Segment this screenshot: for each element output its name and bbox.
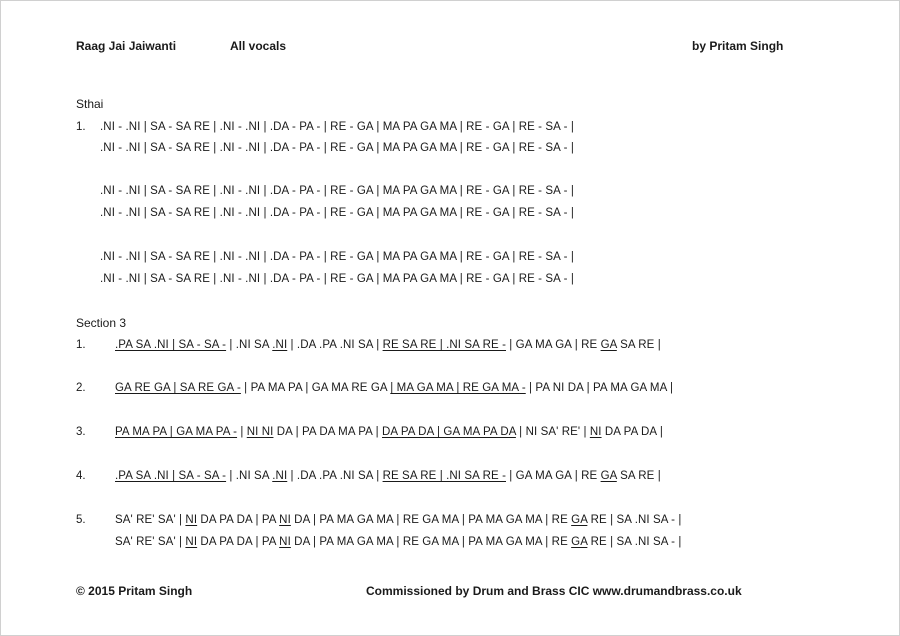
underlined-note-group: GA — [571, 536, 588, 548]
note-group: | .NI SA — [226, 339, 273, 351]
note-group: | GA MA GA | RE — [506, 339, 601, 351]
note-group: DA | PA MA GA MA | RE GA MA | PA MA GA MA | RE — [290, 514, 572, 526]
section3-line — [115, 514, 682, 526]
underlined-note-group: NI — [185, 536, 198, 548]
underlined-note-group: .NI — [272, 339, 288, 351]
underlined-note-group: NI — [279, 536, 291, 548]
sthai-line: .NI - .NI | SA - SA RE | .NI - .NI | .DA - PA - | RE - GA | MA PA GA MA | RE - GA | RE - SA - | — [100, 142, 574, 154]
section3-line — [115, 382, 673, 394]
copyright: © 2015 Pritam Singh — [76, 584, 193, 598]
underlined-note-group: RE SA RE | .NI SA RE - — [382, 470, 506, 482]
sthai-line: .NI - .NI | SA - SA RE | .NI - .NI | .DA - PA - | RE - GA | MA PA GA MA | RE - GA | RE - SA - | — [100, 207, 574, 219]
underlined-note-group: .PA SA .NI | SA - SA - — [115, 339, 227, 351]
note-group: | NI SA' RE' | — [515, 426, 590, 438]
section3-line — [115, 426, 663, 438]
note-group: DA | PA DA MA PA | — [273, 426, 382, 438]
note-group: DA | PA MA GA MA | RE GA MA | PA MA GA MA | RE — [290, 536, 572, 548]
note-group: | PA NI DA | PA MA GA MA | — [525, 382, 674, 394]
note-group: SA' RE' SA' | — [115, 536, 186, 548]
underlined-note-group: GA — [600, 470, 617, 482]
underlined-note-group: PA MA PA | GA MA PA - — [115, 426, 238, 438]
sthai-line: .NI - .NI | SA - SA RE | .NI - .NI | .DA - PA - | RE - GA | MA PA GA MA | RE - GA | RE - SA - | — [100, 251, 574, 263]
note-group: SA' RE' SA' | — [115, 514, 186, 526]
note-group: RE | SA .NI SA - | — [587, 514, 682, 526]
note-group: RE | SA .NI SA - | — [587, 536, 682, 548]
piece-author: by Pritam Singh — [692, 39, 784, 53]
note-group: SA RE | — [616, 470, 661, 482]
underlined-note-group: NI NI — [246, 426, 274, 438]
commission-credit: Commissioned by Drum and Brass CIC www.drumandbrass.co.uk — [366, 584, 742, 598]
underlined-note-group: NI — [185, 514, 198, 526]
section3-item-number: 2. — [76, 382, 86, 394]
underlined-note-group: RE SA RE | .NI SA RE - — [382, 339, 506, 351]
section3-line — [115, 536, 682, 548]
piece-title: Raag Jai Jaiwanti — [76, 39, 177, 53]
section3-item-number: 3. — [76, 426, 86, 438]
note-group: DA PA DA | — [601, 426, 663, 438]
sthai-heading: Sthai — [76, 97, 104, 111]
note-group: | GA MA GA | RE — [506, 470, 601, 482]
underlined-note-group: | MA GA MA | RE GA MA - — [390, 382, 526, 394]
section3-heading: Section 3 — [76, 316, 127, 330]
section3-item-number: 1. — [76, 339, 86, 351]
underlined-note-group: GA RE GA | SA RE GA - — [115, 382, 241, 394]
note-group: SA RE | — [616, 339, 661, 351]
sthai-number: 1. — [76, 121, 86, 133]
underlined-note-group: GA — [600, 339, 617, 351]
note-group: DA PA DA | PA — [197, 536, 280, 548]
underlined-note-group: .PA SA .NI | SA - SA - — [115, 470, 227, 482]
sthai-line: .NI - .NI | SA - SA RE | .NI - .NI | .DA - PA - | RE - GA | MA PA GA MA | RE - GA | RE - SA - | — [100, 121, 574, 133]
underlined-note-group: .NI — [272, 470, 288, 482]
note-group: | .DA .PA .NI SA | — [287, 339, 383, 351]
sthai-line: .NI - .NI | SA - SA RE | .NI - .NI | .DA - PA - | RE - GA | MA PA GA MA | RE - GA | RE - SA - | — [100, 273, 574, 285]
section3-item-number: 5. — [76, 514, 86, 526]
note-group: | .DA .PA .NI SA | — [287, 470, 383, 482]
note-group: | .NI SA — [226, 470, 273, 482]
underlined-note-group: GA — [571, 514, 588, 526]
note-group: | PA MA PA | GA MA RE GA — [240, 382, 391, 394]
section3-line — [115, 470, 661, 482]
section3-line — [115, 339, 661, 351]
note-group: DA PA DA | PA — [197, 514, 280, 526]
underlined-note-group: NI — [279, 514, 291, 526]
underlined-note-group: DA PA DA | GA MA PA DA — [382, 426, 516, 438]
note-group: | — [237, 426, 247, 438]
sthai-line: .NI - .NI | SA - SA RE | .NI - .NI | .DA - PA - | RE - GA | MA PA GA MA | RE - GA | RE - SA - | — [100, 185, 574, 197]
section3-item-number: 4. — [76, 470, 86, 482]
piece-subtitle: All vocals — [230, 39, 287, 53]
underlined-note-group: NI — [589, 426, 602, 438]
